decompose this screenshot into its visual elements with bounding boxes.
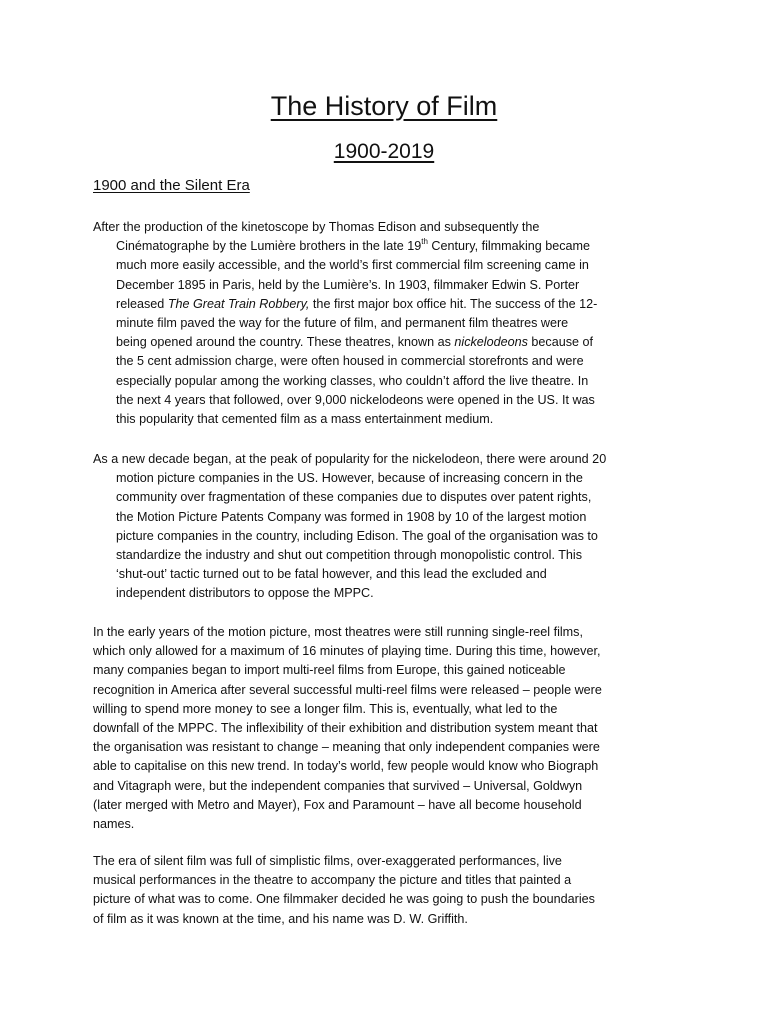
- paragraph-line: the next 4 years that followed, over 9,000 nickelodeons were opened in the US. It was: [116, 392, 595, 407]
- paragraph-line: released The Great Train Robbery, the first major box office hit. The success of the 12-: [116, 296, 598, 311]
- paragraph-line: being opened around the country. These theatres, known as nickelodeons because of: [116, 335, 594, 350]
- paragraph-line: this popularity that cemented film as a mass entertainment medium.: [116, 412, 494, 427]
- paragraph-line: ‘shut-out’ tactic turned out to be fatal however, and this lead the excluded and: [116, 567, 547, 582]
- paragraph-line: (later merged with Metro and Mayer), Fox and Paramount – have all become household: [93, 797, 582, 812]
- page-subtitle: 1900-2019: [333, 140, 435, 163]
- paragraph-line: December 1895 in Paris, held by the Lumière’s. In 1903, filmmaker Edwin S. Porter: [116, 277, 580, 292]
- term-italic: nickelodeons: [454, 335, 528, 350]
- paragraph-line: After the production of the kinetoscope by Thomas Edison and subsequently the: [93, 220, 540, 234]
- paragraph-line: In the early years of the motion picture, most theatres were still running single-reel films,: [93, 625, 583, 639]
- paragraph-line: recognition in America after several successful multi-reel films were released – people were: [93, 682, 602, 697]
- paragraph-line: especially popular among the working classes, who couldn’t afford the live theatre. In: [116, 373, 589, 388]
- paragraph-line: motion picture companies in the US. However, because of increasing concern in the: [116, 471, 583, 486]
- paragraph-2: [93, 450, 693, 604]
- paragraph-line: The era of silent film was full of simplistic films, over-exaggerated performances, live: [93, 854, 562, 868]
- paragraph-line: standardize the industry and shut out competition through monopolistic control. This: [116, 548, 582, 563]
- paragraph-line: the 5 cent admission charge, were often housed in commercial storefronts and were: [116, 354, 584, 369]
- paragraph-line: names.: [93, 817, 135, 832]
- paragraph-line: picture companies in the country, including Edison. The goal of the organisation was to: [116, 528, 598, 543]
- paragraph-line: and Vitagraph were, but the independent companies that survived – Universal, Goldwyn: [93, 778, 583, 793]
- paragraph-line: the organisation was resistant to change – meaning that only independent companies were: [93, 740, 600, 755]
- paragraph-line: As a new decade began, at the peak of popularity for the nickelodeon, there were around 20: [93, 452, 607, 466]
- paragraph-line: picture of what was to come. One filmmaker decided he was going to push the boundaries: [93, 892, 595, 907]
- page-title: The History of Film: [270, 91, 498, 121]
- paragraph-4: [93, 852, 693, 929]
- paragraph-line: of film as it was known at the time, and his name was D. W. Griffith.: [93, 911, 468, 926]
- paragraph-line: Cinématographe by the Lumière brothers in the late 19th Century, filmmaking became: [116, 237, 591, 254]
- paragraph-line: downfall of the MPPC. The inflexibility of their exhibition and distribution system meant that: [93, 721, 598, 736]
- paragraph-line: community over fragmentation of these companies due to disputes over patent rights,: [116, 490, 592, 505]
- paragraph-line: able to capitalise on this new trend. In today’s world, few people would know who Biograph: [93, 759, 599, 774]
- paragraph-line: which only allowed for a maximum of 16 minutes of playing time. During this time, however,: [93, 644, 601, 659]
- superscript: th: [421, 237, 428, 247]
- film-title-italic: The Great Train Robbery,: [167, 296, 310, 311]
- paragraph-line: independent distributors to oppose the MPPC.: [116, 586, 374, 601]
- paragraph-line: many companies began to import multi-reel films from Europe, this gained noticeable: [93, 663, 566, 678]
- paragraph-3: [93, 623, 693, 834]
- paragraph-line: much more easily accessible, and the world’s first commercial film screening came in: [116, 258, 589, 273]
- paragraph-line: the Motion Picture Patents Company was formed in 1908 by 10 of the largest motion: [116, 509, 587, 524]
- section-heading: 1900 and the Silent Era: [93, 177, 250, 194]
- paragraph-line: minute film paved the way for the future of film, and permanent film theatres were: [116, 316, 569, 331]
- paragraph-line: musical performances in the theatre to accompany the picture and titles that painted a: [93, 873, 572, 888]
- paragraph-1: [93, 218, 693, 429]
- paragraph-line: willing to spend more money to see a longer film. This is, eventually, what led to the: [93, 701, 558, 716]
